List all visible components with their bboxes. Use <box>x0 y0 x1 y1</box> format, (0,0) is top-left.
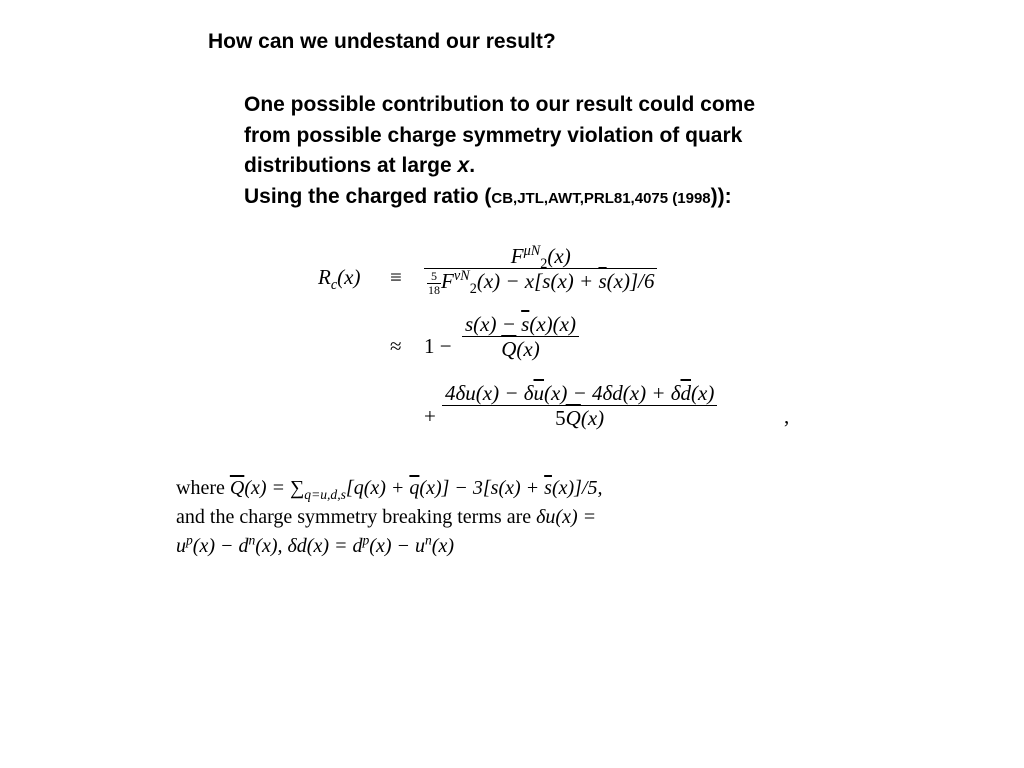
trailing-comma: , <box>784 404 790 428</box>
paragraph-line-4: Using the charged ratio (CB,JTL,AWT,PRL81,4075 (1998)): <box>244 184 732 208</box>
plus-sign: + <box>424 404 436 428</box>
definitions-text <box>176 474 796 561</box>
variable-x: x <box>457 154 470 177</box>
paragraph-line-1: One possible contribution to our result could come <box>244 93 756 116</box>
charged-ratio-equation <box>318 240 818 450</box>
strange-asymmetry-fraction: $\frac{s(x) - \overline{s}(x)(x)}{\overline{Q}(x)}$ <box>462 312 579 361</box>
approx-sign: ≈ <box>390 334 402 358</box>
paragraph-line-2: from possible charge symmetry violation of quark <box>244 123 743 147</box>
equation-lhs: $R_c(x)$ <box>318 265 361 294</box>
definitions-line-3: $u^p(x) - d^n(x)$, $\delta d(x) = d^p(x) - u^n(x)$ <box>176 532 454 557</box>
slide-title: How can we undestand our result? <box>208 30 556 53</box>
citation: CB,JTL,AWT,PRL81,4075 (1998 <box>491 189 711 207</box>
csv-fraction: $\frac{4\delta u(x) - \delta\overline{u}(x) - 4\delta d(x) + \delta\overline{d}(x)}{5\overline{Q}(x)}$ <box>442 381 717 430</box>
intro-paragraph <box>244 90 884 214</box>
paragraph-line-3: distributions at large x. <box>244 154 476 177</box>
definitions-line-1: where $\overline{Q}(x) = \sum_{q=u,d,s}[q(x) + \overline{q}(x)] - 3[s(x) + \overline{s}(x)]/5$, <box>176 477 603 502</box>
ratio-fraction: $F^{\mu N}_2(x)$ $\frac{5}{18}$ $F^{\nu N}_2(x) - x[s(x) + \overline{s}(x)]/6$ <box>424 244 657 296</box>
one-minus: 1 − <box>424 334 452 358</box>
equiv-sign: ≡ <box>390 265 402 289</box>
definitions-line-2: and the charge symmetry breaking terms are δu(x) = <box>176 506 597 528</box>
